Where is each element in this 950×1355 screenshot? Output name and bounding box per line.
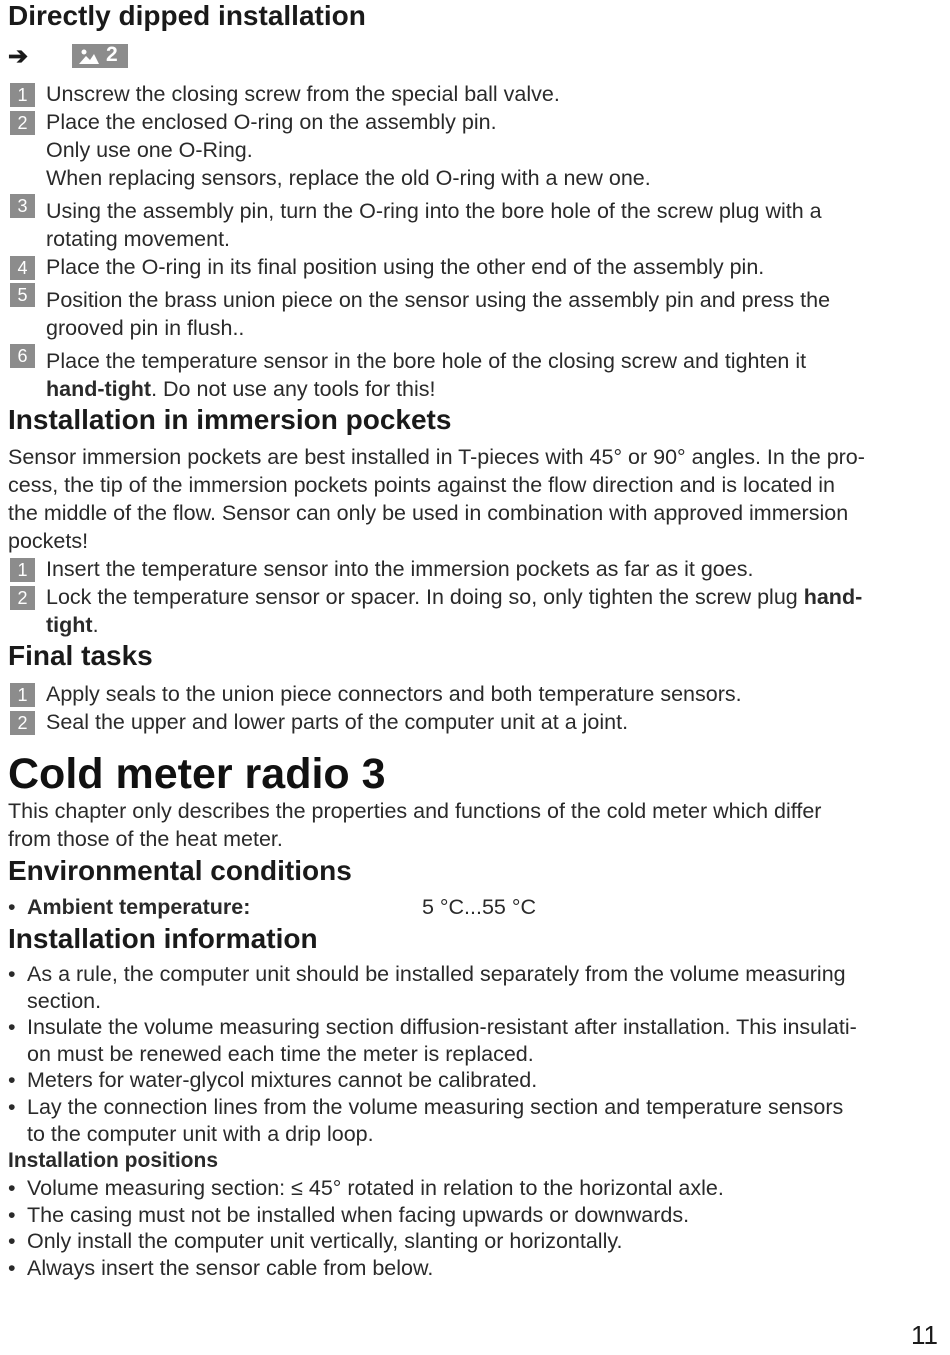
step-number-badge: 1	[10, 83, 35, 107]
bullet-text: The casing must not be installed when facing upwards or downwards.	[27, 1203, 690, 1227]
bullet-marker: •	[8, 1095, 16, 1119]
bullet-marker: •	[8, 1068, 16, 1092]
step-text: Seal the upper and lower parts of the computer unit at a joint.	[46, 710, 629, 734]
bullet-text: Volume measuring section: ≤ 45° rotated in relation to the horizontal axle.	[27, 1176, 724, 1200]
step-text: Lock the temperature sensor or spacer. In doing so, only tighten the screw plug	[46, 585, 804, 609]
step-text: Using the assembly pin, turn the O-ring into the bore hole of the screw plug with a	[46, 199, 822, 223]
step-number-badge: 6	[10, 344, 35, 368]
paragraph-line: the middle of the flow. Sensor can only be used in combination with approved immersion	[8, 501, 849, 525]
step-text: . Do not use any tools for this!	[151, 377, 436, 401]
step-number-badge: 2	[10, 711, 35, 735]
step-number-badge: 2	[10, 111, 35, 135]
section-title-installation-info: Installation information	[8, 923, 318, 954]
bullet-text: Insulate the volume measuring section diffusion-resistant after installation. This insulati-	[27, 1015, 857, 1039]
bullet-marker: •	[8, 1256, 16, 1280]
step-text: .	[92, 613, 99, 637]
bullet-text: As a rule, the computer unit should be installed separately from the volume measuring	[27, 962, 846, 986]
step-text: grooved pin in flush..	[46, 316, 245, 340]
image-icon	[78, 47, 100, 65]
figure-badge	[72, 44, 128, 68]
step-number-badge: 4	[10, 256, 35, 280]
bullet-marker: •	[8, 1176, 16, 1200]
step-text: When replacing sensors, replace the old O-ring with a new one.	[46, 166, 651, 190]
step-number-badge: 5	[10, 283, 35, 307]
section-title-immersion-pockets: Installation in immersion pockets	[8, 404, 452, 435]
step-number-badge: 1	[10, 683, 35, 707]
paragraph-line: pockets!	[8, 529, 89, 553]
section-title-environmental: Environmental conditions	[8, 855, 352, 886]
bullet-text: Always insert the sensor cable from below.	[27, 1256, 434, 1280]
step-text: Place the O-ring in its final position using the other end of the assembly pin.	[46, 255, 765, 279]
section-title-directly-dipped: Directly dipped installation	[8, 0, 366, 31]
emphasis-text: hand-tight	[46, 377, 152, 401]
installation-positions-heading: Installation positions	[8, 1149, 219, 1172]
step-text: Place the enclosed O-ring on the assembly pin.	[46, 110, 497, 134]
step-number-badge: 3	[10, 194, 35, 218]
step-text: rotating movement.	[46, 227, 231, 251]
bullet-marker: •	[8, 1015, 16, 1039]
bullet-marker: •	[8, 1203, 16, 1227]
step-number-badge: 2	[10, 586, 35, 610]
emphasis-text: hand-	[803, 585, 863, 609]
bullet-text: to the computer unit with a drip loop.	[27, 1121, 374, 1146]
step-text: Insert the temperature sensor into the immersion pockets as far as it goes.	[46, 557, 754, 581]
bullet-text: Meters for water-glycol mixtures cannot be calibrated.	[27, 1068, 538, 1092]
immersion-paragraph	[8, 443, 938, 555]
step-text: Position the brass union piece on the sensor using the assembly pin and press the	[46, 288, 831, 312]
bullet-text: Only install the computer unit vertically, slanting or horizontally.	[27, 1229, 623, 1253]
section-title-final-tasks: Final tasks	[8, 640, 153, 671]
step-text: Only use one O-Ring.	[46, 138, 253, 162]
step-text: Apply seals to the union piece connectors and both temperature sensors.	[46, 682, 742, 706]
arrow-right-icon: ➔	[8, 43, 29, 70]
paragraph-line: This chapter only describes the properties and functions of the cold meter which differ	[8, 799, 822, 823]
page-number: 11	[911, 1320, 938, 1350]
bullet-marker: •	[8, 1229, 16, 1253]
ambient-temperature-value: 5 °C...55 °C	[422, 895, 536, 919]
bullet-marker: •	[8, 962, 16, 986]
bullet-text: section.	[27, 988, 102, 1013]
bullet-text: on must be renewed each time the meter is replaced.	[27, 1041, 534, 1066]
bullet-marker: •	[8, 895, 16, 919]
paragraph-line: from those of the heat meter.	[8, 827, 283, 851]
ambient-temperature-label: Ambient temperature:	[27, 895, 251, 919]
chapter-intro	[8, 797, 938, 853]
bullet-text: Lay the connection lines from the volume measuring section and temperature sensors	[27, 1095, 844, 1119]
emphasis-text: tight	[46, 613, 93, 637]
paragraph-line: Sensor immersion pockets are best installed in T-pieces with 45° or 90° angles. In the pro-	[8, 445, 865, 469]
paragraph-line: cess, the tip of the immersion pockets points against the flow direction and is located in	[8, 473, 835, 497]
step-text: Unscrew the closing screw from the special ball valve.	[46, 82, 560, 106]
chapter-title: Cold meter radio 3	[8, 750, 386, 798]
step-text: Place the temperature sensor in the bore hole of the closing screw and tighten it	[46, 349, 807, 373]
figure-number: 2	[106, 43, 118, 66]
step-number-badge: 1	[10, 558, 35, 582]
